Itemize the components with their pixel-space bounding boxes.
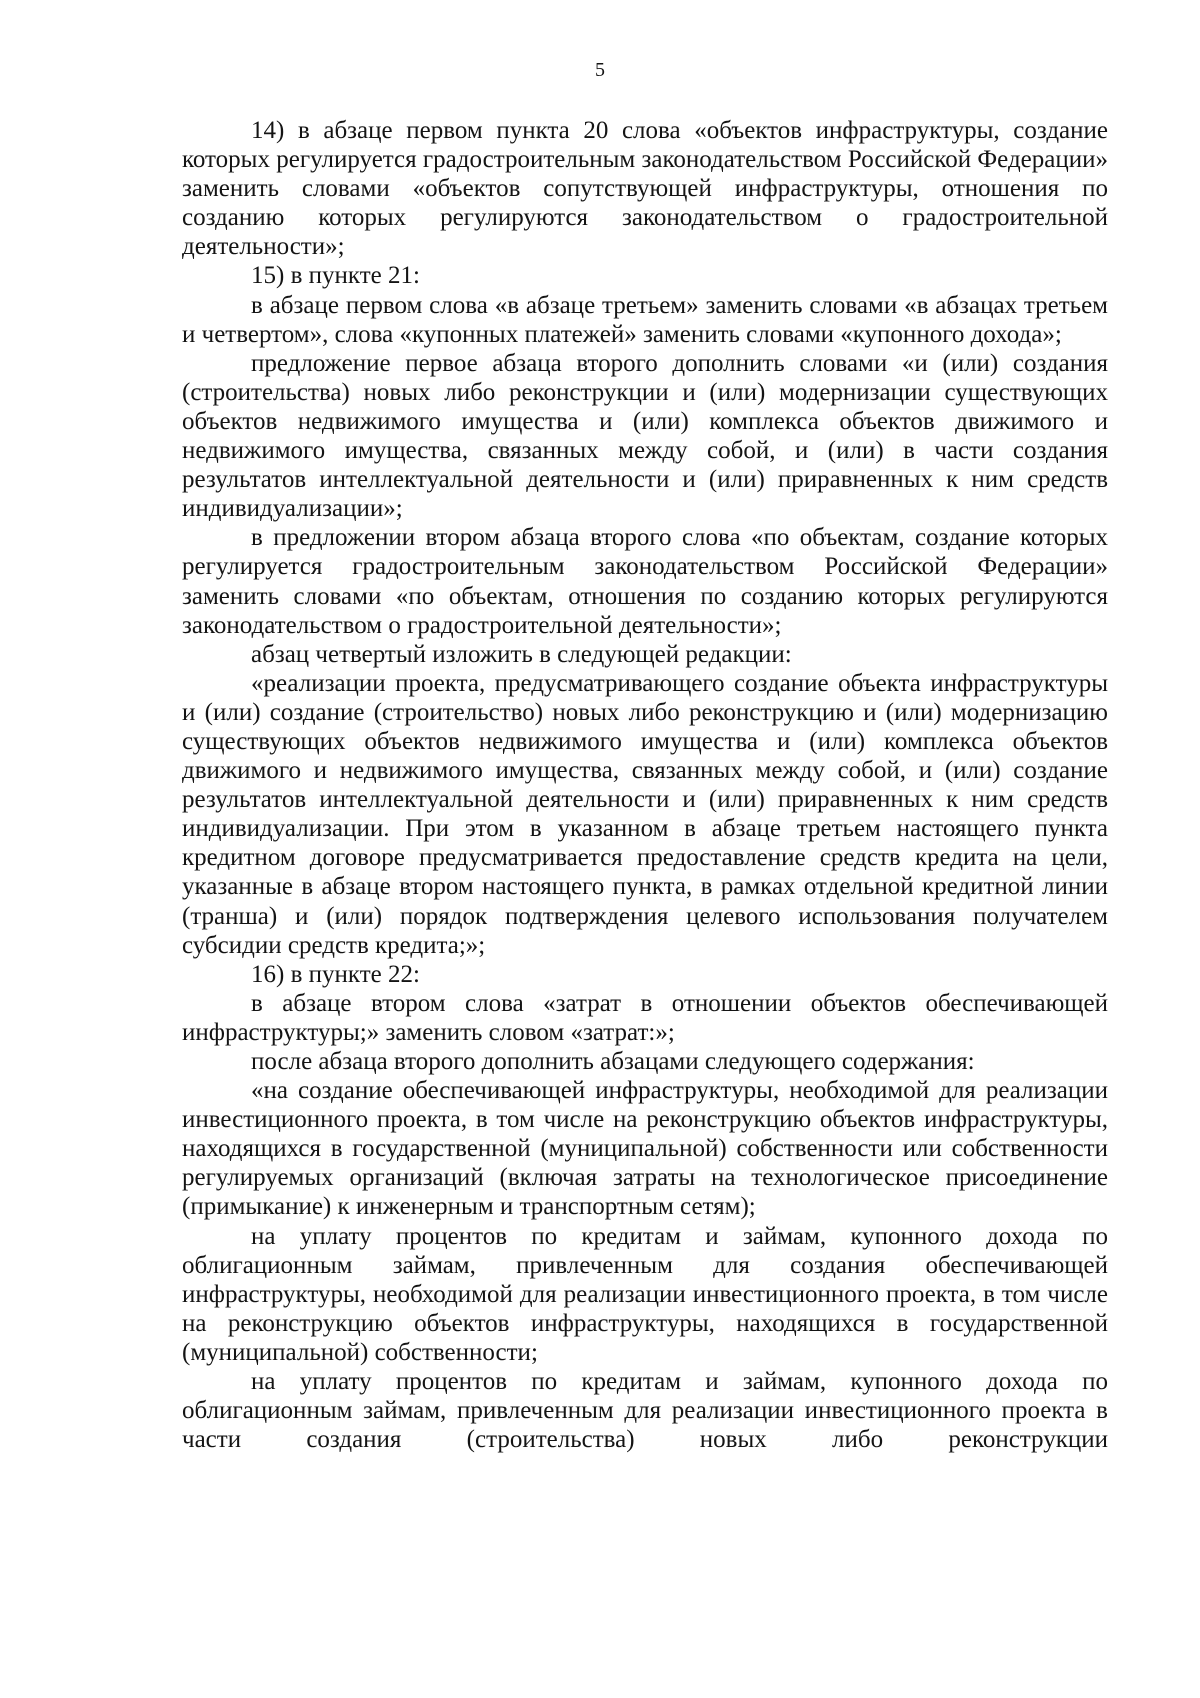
paragraph-16-interest-project: на уплату процентов по кредитам и займам, купонного дохода по облигационным займам, привлеченным для реализации инвестиционного проекта в части создания (строительства) новых либо реконструкции	[182, 1368, 1108, 1454]
paragraph-15-fourth-abzac-text: «реализации проекта, предусматривающего создание объекта инфраструктуры и (или) создание (строительство) новых либо реконструкцию и (или) модернизацию существующих объектов недвижимого имущества и (или) комплекса объектов движимого и недвижимого имущества, связанных между собой, и (или) создание результатов интеллектуальной деятельности и (или) приравненных к ним средств индивидуализации. При этом в указанном в абзаце третьем настоящего пункта кредитном договоре предусматривается предоставление средств кредита на цели, указанные в абзаце втором настоящего пункта, в рамках отдельной кредитной линии (транша) и (или) порядок подтверждения целевого использования получателем субсидии средств кредита;»;	[182, 669, 1108, 959]
paragraph-15-fourth-abzac-intro: абзац четвертый изложить в следующей редакции:	[251, 640, 792, 668]
paragraph-15-heading: 15) в пункте 21:	[251, 262, 420, 290]
document-body	[182, 116, 1108, 1454]
page-number: 5	[595, 59, 605, 81]
paragraph-15-first-abzac: в абзаце первом слова «в абзаце третьем» заменить словами «в абзацах третьем и четвертом», слова «купонных платежей» заменить словами «купонного дохода»;	[182, 291, 1108, 348]
paragraph-15-sentence-one: предложение первое абзаца второго дополнить словами «и (или) создания (строительства) новых либо реконструкции и (или) модернизации существующих объектов недвижимого имущества и (или) комплекса объектов движимого и недвижимого имущества, связанных между собой, и (или) в части создания результатов интеллектуальной деятельности и (или) приравненных к ним средств индивидуализации»;	[182, 349, 1108, 523]
paragraph-16-additions-intro: после абзаца второго дополнить абзацами следующего содержания:	[251, 1048, 975, 1075]
paragraph-15-sentence-two: в предложении втором абзаца второго слова «по объектам, создание которых регулируется градостроительным законодательством Российской Федерации» заменить словами «по объектам, отношения по созданию которых регулируются законодательством о градостроительной деятельности»;	[182, 524, 1108, 639]
paragraph-16-interest-infrastructure: на уплату процентов по кредитам и займам, купонного дохода по облигационным займам, привлеченным для создания обеспечивающей инфраструктуры, необходимой для реализации инвестиционного проекта, в том числе на реконструкцию объектов инфраструктуры, находящихся в государственной (муниципальной) собственности;	[182, 1222, 1108, 1366]
paragraph-14: 14) в абзаце первом пункта 20 слова «объектов инфраструктуры, создание которых регулируется градостроительным законодательством Российской Федерации» заменить словами «объектов сопутствующей инфраструктуры, отношения по созданию которых регулируются законодательством о градостроительной деятельности»;	[182, 117, 1108, 261]
paragraph-16-heading: 16) в пункте 22:	[251, 960, 420, 988]
paragraph-16-second-abzac: в абзаце втором слова «затрат в отношении объектов обеспечивающей инфраструктуры;» заменить словом «затрат:»;	[182, 989, 1108, 1046]
paragraph-16-infrastructure: «на создание обеспечивающей инфраструктуры, необходимой для реализации инвестиционного проекта, в том числе на реконструкцию объектов инфраструктуры, находящихся в государственной (муниципальной) собственности или собственности регулируемых организаций (включая затраты на технологическое присоединение (примыкание) к инженерным и транспортным сетям);	[182, 1077, 1108, 1221]
